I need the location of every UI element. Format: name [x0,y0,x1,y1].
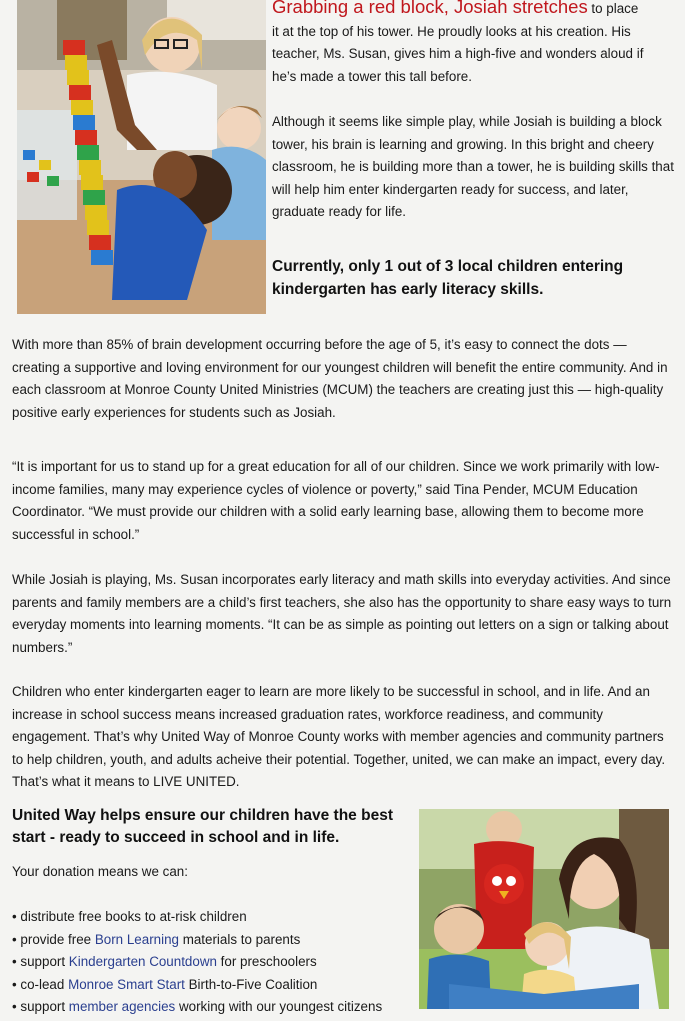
list-item: • distribute free books to at-risk children [12,909,247,924]
list-item: • support member agencies working with our youngest citizens [12,999,383,1015]
list-item: • support Kindergarten Countdown for preschoolers [12,954,317,970]
section-heading-united-way: United Way helps ensure our children have the best start - ready to succeed in school and in life. [12,807,393,846]
paragraph-everyday-learning: While Josiah is playing, Ms. Susan incorporates early literacy and math skills into everyday activities. And since parents and family members are a child’s first teachers, she also has the opportunity to share easy ways to turn everyday moments into learning moments. “It can be as simple as pointing out letters on a sign or talking about numbers.” [12,572,672,655]
intro-line-3: teacher, Ms. Susan, gives him a high-five and wonders aloud if [272,46,644,61]
intro-paragraph [272,0,677,88]
paragraph-brain-development: With more than 85% of brain development occurring before the age of 5, it’s easy to connect the dots — creating a supportive and loving environment for our youngest children will benefit the entire community. And in each classroom at Monroe County United Ministries (MCUM) the teachers are creating just this — high-quality positive early experiences for students such as Josiah. [12,337,668,420]
donation-intro: Your donation means we can: [12,864,188,879]
member-agencies-link[interactable]: member agencies [68,999,176,1015]
reading-photo-illustration [419,809,669,1009]
paragraph-simple-play: Although it seems like simple play, while Josiah is building a block tower, his brain is learning and growing. In this bright and cheery classroom, he is building more than a tower, he is building skills that will help him enter kindergarten ready for success, and later, graduate ready for life. [272,114,674,219]
intro-line-1: to place [587,1,639,16]
paragraph-live-united: Children who enter kindergarten eager to learn are more likely to be successful in school, and in life. And an increase in school success means increased graduation rates, workforce readiness, and community engagement. That’s why United Way of Monroe County works with member agencies and community partners to help children, youth, and adults acheive their potential. Together, united, we can make an impact, every day. That’s what it means to LIVE UNITED. [12,684,666,789]
intro-line-4: he’s made a tower this tall before. [272,68,472,84]
list-item: • provide free Born Learning materials to parents [12,931,301,947]
born-learning-link[interactable]: Born Learning [94,931,179,947]
lead-sentence: Grabbing a red block, Josiah stretches [272,0,588,17]
list-item: • co-lead Monroe Smart Start Birth-to-Five Coalition [12,976,318,992]
intro-line-2: it at the top of his tower. He proudly looks at his creation. His [272,23,631,39]
photo-josiah-block-tower [17,0,266,314]
classroom-photo-illustration [17,0,266,314]
paragraph-quote: “It is important for us to stand up for a great education for all of our children. Since we work primarily with low-income families, many may experience cycles of violence or poverty,” said Tina Pender, MCUM Education Coordinator. “We must provide our children with a solid early learning base, allowing them to become more successful in school.” [12,459,660,542]
monroe-smart-start-link[interactable]: Monroe Smart Start [68,976,185,992]
literacy-callout: Currently, only 1 out of 3 local children entering kindergarten has early literacy skills. [272,258,624,298]
kindergarten-countdown-link[interactable]: Kindergarten Countdown [68,954,217,970]
photo-reading-with-children [419,809,669,1009]
donation-bullet-list [12,906,417,1019]
